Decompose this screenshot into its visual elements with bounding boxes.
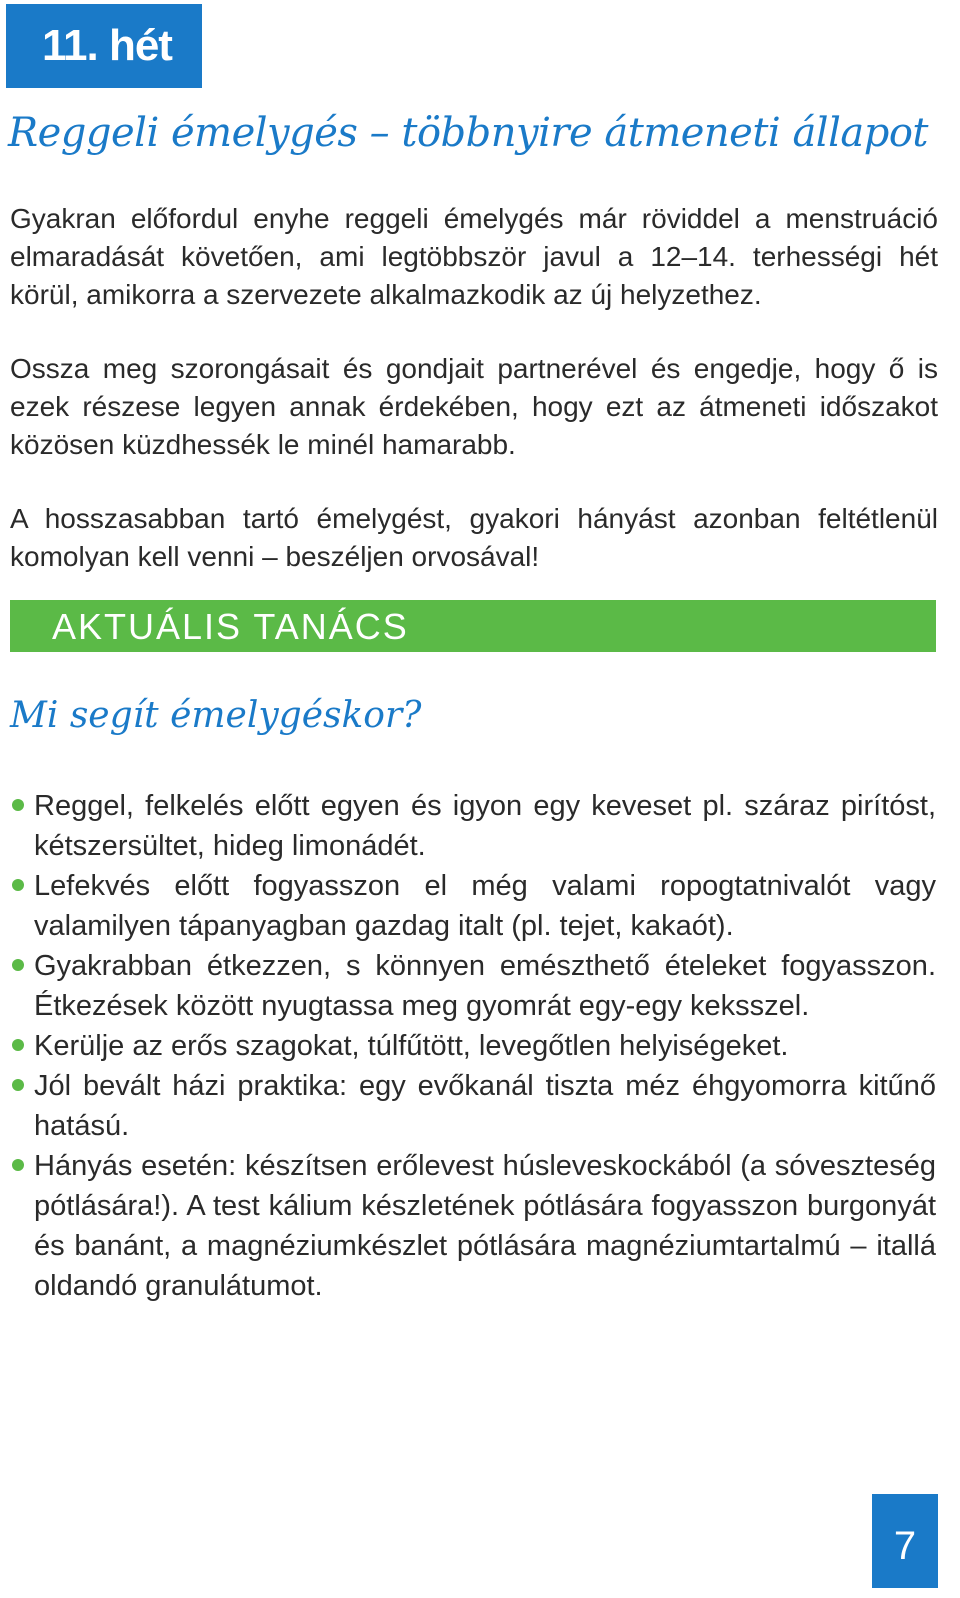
- tip-subtitle: Mi segít émelygéskor?: [10, 695, 422, 736]
- week-label: 11. hét: [6, 4, 202, 88]
- list-item: [10, 786, 936, 866]
- bullet-icon: [12, 1159, 24, 1171]
- intro-paragraph: Gyakran előfordul enyhe reggeli émelygés már röviddel a menstruáció elmaradását követően, ami legtöbbször javul a 12–14. terhességi hét körül, amikorra a szervezete alkalmazkodik az új helyzethez.: [10, 203, 938, 310]
- list-item: [10, 866, 936, 946]
- tip-text: Reggel, felkelés előtt egyen és igyon egy keveset pl. száraz pirítóst, kétszersültet, hideg limonádét.: [34, 790, 936, 862]
- page-number: 7: [872, 1494, 938, 1588]
- bullet-icon: [12, 1079, 24, 1091]
- tip-text: Jól bevált házi praktika: egy evőkanál tiszta méz éhgyomorra kitűnő hatású.: [34, 1070, 936, 1142]
- list-item: [10, 1066, 936, 1146]
- list-item: [10, 1026, 936, 1066]
- bullet-icon: [12, 1039, 24, 1051]
- tip-list: [10, 786, 936, 1306]
- bullet-icon: [12, 799, 24, 811]
- bullet-icon: [12, 959, 24, 971]
- bullet-icon: [12, 879, 24, 891]
- tip-section-banner: AKTUÁLIS TANÁCS: [10, 600, 936, 652]
- list-item: [10, 946, 936, 1026]
- warning-paragraph: A hosszasabban tartó émelygést, gyakori hányást azonban feltétlenül komolyan kell venni – beszéljen orvosával!: [10, 503, 938, 572]
- tip-text: Kerülje az erős szagokat, túlfűtött, levegőtlen helyiségeket.: [34, 1030, 789, 1062]
- list-item: [10, 1146, 936, 1306]
- partner-paragraph: Ossza meg szorongásait és gondjait partnerével és engedje, hogy ő is ezek részese legyen annak érdekében, hogy ezt az átmeneti időszakot közösen küzdhessék le minél hamarabb.: [10, 353, 938, 460]
- tip-text: Gyakrabban étkezzen, s könnyen emészthető ételeket fogyasszon. Étkezések között nyugtassa meg gyomrát egy-egy keksszel.: [34, 950, 936, 1022]
- tip-text: Lefekvés előtt fogyasszon el még valami ropogtatnivalót vagy valamilyen tápanyagban gazdag italt (pl. tejet, kakaót).: [34, 870, 936, 942]
- page-title: Reggeli émelygés – többnyire átmeneti állapot: [8, 110, 928, 156]
- tip-text: Hányás esetén: készítsen erőlevest húsleveskockából (a sóveszteség pótlására!). A test kálium készletének pótlására fogyasszon burgonyát és banánt, a magnéziumkészlet pótlására magnéziumtartalmú – itallá oldandó granulátumot.: [34, 1150, 936, 1302]
